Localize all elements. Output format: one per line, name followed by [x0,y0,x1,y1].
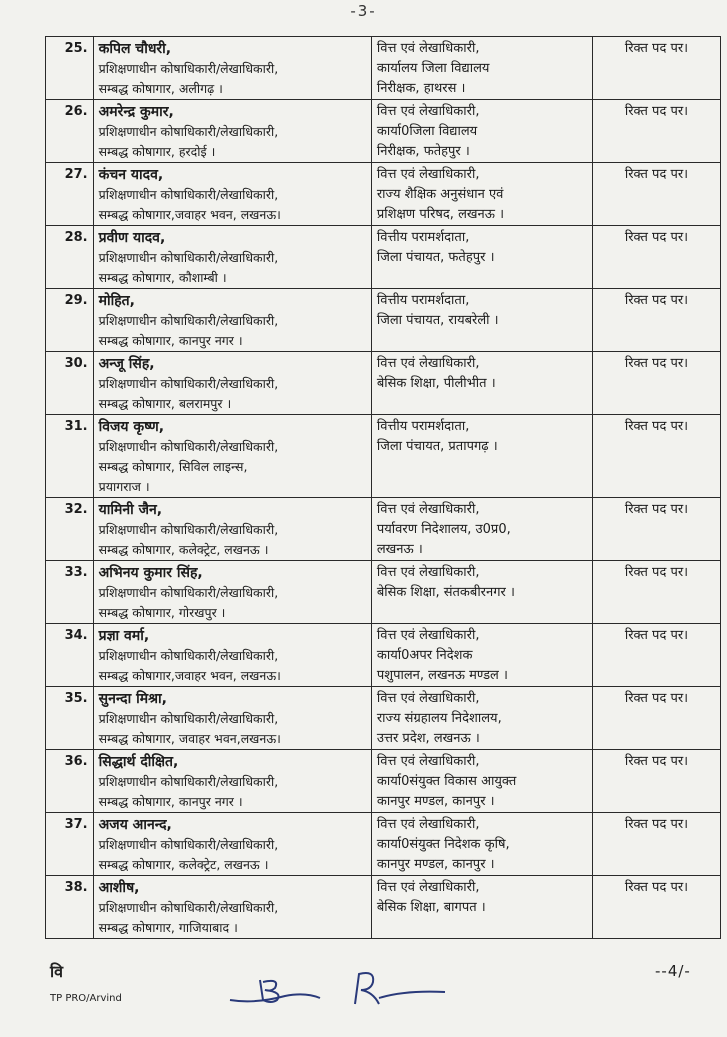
posting-line: वित्तीय परामर्शदाता, [376,230,470,245]
remark-text: रिक्त पद पर। [624,104,689,119]
officer-detail-line: प्रशिक्षणाधीन कोषाधिकारी/लेखाधिकारी, [98,900,279,915]
next-page-marker: --4/- [655,962,691,980]
remark-text: रिक्त पद पर। [624,356,689,371]
officer-detail-line: सम्बद्ध कोषागार, अलीगढ़ । [98,81,223,96]
officer-cell [93,498,371,561]
officer-detail-line: प्रशिक्षणाधीन कोषाधिकारी/लेखाधिकारी, [98,376,279,391]
officer-name: अजय आनन्द, [98,817,172,833]
officer-name: सिद्धार्थ दीक्षित, [98,754,179,770]
serial-number: 33. [46,561,94,624]
table-row [46,226,721,289]
officer-cell [93,415,371,498]
table-row [46,415,721,498]
serial-number: 35. [46,687,94,750]
officer-cell [93,561,371,624]
officer-cell [93,876,371,939]
posting-line: वित्त एवं लेखाधिकारी, [376,628,480,643]
posting-line: पर्यावरण निदेशालय, उ0प्र0, [376,522,511,537]
signature-r-mark [345,968,455,1010]
new-posting-cell [371,37,592,100]
table-row [46,876,721,939]
remark-cell [592,289,720,352]
remark-cell [592,813,720,876]
new-posting-cell [371,876,592,939]
serial-number: 25. [46,37,94,100]
new-posting-cell [371,100,592,163]
serial-number: 31. [46,415,94,498]
table-row [46,163,721,226]
serial-number: 32. [46,498,94,561]
officer-detail-line: सम्बद्ध कोषागार, जवाहर भवन,लखनऊ। [98,731,281,746]
officer-name: अमरेन्द्र कुमार, [98,104,174,120]
officer-name: सुनन्दा मिश्रा, [98,691,167,707]
officer-cell [93,289,371,352]
posting-line: जिला पंचायत, प्रतापगढ़ । [376,439,498,454]
officer-name: प्रवीण यादव, [98,230,166,246]
table-row [46,289,721,352]
posting-line: राज्य शैक्षिक अनुसंधान एवं [376,187,504,202]
posting-line: वित्त एवं लेखाधिकारी, [376,502,480,517]
officer-detail-line: सम्बद्ध कोषागार, कौशाम्बी । [98,270,227,285]
serial-number: 27. [46,163,94,226]
posting-line: वित्त एवं लेखाधिकारी, [376,167,480,182]
posting-line: वित्त एवं लेखाधिकारी, [376,880,480,895]
officer-name: कपिल चौधरी, [98,41,172,57]
officer-detail-line: सम्बद्ध कोषागार, कलेक्ट्रेट, लखनऊ । [98,857,269,872]
table-row [46,100,721,163]
officer-detail-line: सम्बद्ध कोषागार,जवाहर भवन, लखनऊ। [98,207,281,222]
officer-name: आशीष, [98,880,140,896]
table-row [46,561,721,624]
remark-cell [592,561,720,624]
remark-text: रिक्त पद पर। [624,419,689,434]
posting-line: वित्त एवं लेखाधिकारी, [376,754,480,769]
officer-name: प्रज्ञा वर्मा, [98,628,150,644]
officer-detail-line: प्रशिक्षणाधीन कोषाधिकारी/लेखाधिकारी, [98,711,279,726]
new-posting-cell [371,226,592,289]
officer-detail-line: प्रशिक्षणाधीन कोषाधिकारी/लेखाधिकारी, [98,648,279,663]
officer-detail-line: प्रशिक्षणाधीन कोषाधिकारी/लेखाधिकारी, [98,774,279,789]
new-posting-cell [371,498,592,561]
remark-text: रिक्त पद पर। [624,691,689,706]
new-posting-cell [371,352,592,415]
serial-number: 30. [46,352,94,415]
posting-line: वित्त एवं लेखाधिकारी, [376,817,480,832]
serial-number: 36. [46,750,94,813]
officer-detail-line: प्रशिक्षणाधीन कोषाधिकारी/लेखाधिकारी, [98,124,279,139]
posting-line: कार्या0जिला विद्यालय [376,124,478,139]
officer-name: मोहित, [98,293,135,309]
remark-cell [592,226,720,289]
posting-line: पशुपालन, लखनऊ मण्डल । [376,668,508,683]
remark-cell [592,624,720,687]
officer-detail-line: सम्बद्ध कोषागार, कानपुर नगर । [98,794,243,809]
remark-text: रिक्त पद पर। [624,167,689,182]
posting-line: लखनऊ । [376,542,423,557]
table-row [46,624,721,687]
footer-reference: TP PRO/Arvind [50,993,122,1004]
officer-detail-line: सम्बद्ध कोषागार, सिविल लाइन्स, [98,459,248,474]
posting-line: निरीक्षक, हाथरस । [376,81,466,96]
officer-cell [93,37,371,100]
officer-name: यामिनी जैन, [98,502,163,518]
serial-number: 29. [46,289,94,352]
serial-number: 26. [46,100,94,163]
remark-text: रिक्त पद पर। [624,754,689,769]
officer-detail-line: सम्बद्ध कोषागार, हरदोई । [98,144,216,159]
posting-line: कार्यालय जिला विद्यालय [376,61,490,76]
officer-detail-line: सम्बद्ध कोषागार, गाजियाबाद । [98,920,238,935]
posting-line: कार्या0संयुक्त निदेशक कृषि, [376,837,510,852]
new-posting-cell [371,289,592,352]
officer-name: अभिनय कुमार सिंह, [98,565,203,581]
officer-cell [93,163,371,226]
posting-line: वित्त एवं लेखाधिकारी, [376,565,480,580]
officer-cell [93,813,371,876]
table-row [46,750,721,813]
posting-line: वित्तीय परामर्शदाता, [376,419,470,434]
table-row [46,813,721,876]
table-row [46,687,721,750]
page-number: -3- [350,2,377,20]
officer-detail-line: सम्बद्ध कोषागार, कानपुर नगर । [98,333,243,348]
posting-line: बेसिक शिक्षा, बागपत । [376,900,486,915]
officer-cell [93,226,371,289]
officer-detail-line: प्रशिक्षणाधीन कोषाधिकारी/लेखाधिकारी, [98,61,279,76]
officer-name: कंचन यादव, [98,167,164,183]
posting-line: वित्तीय परामर्शदाता, [376,293,470,308]
posting-line: उत्तर प्रदेश, लखनऊ । [376,731,480,746]
remark-text: रिक्त पद पर। [624,230,689,245]
remark-text: रिक्त पद पर। [624,293,689,308]
remark-cell [592,876,720,939]
officer-detail-line: प्रशिक्षणाधीन कोषाधिकारी/लेखाधिकारी, [98,585,279,600]
posting-line: वित्त एवं लेखाधिकारी, [376,356,480,371]
table-row [46,352,721,415]
posting-line: निरीक्षक, फतेहपुर । [376,144,470,159]
new-posting-cell [371,163,592,226]
posting-line: बेसिक शिक्षा, संतकबीरनगर । [376,585,515,600]
officer-detail-line: प्रशिक्षणाधीन कोषाधिकारी/लेखाधिकारी, [98,439,279,454]
officer-detail-line: प्रशिक्षणाधीन कोषाधिकारी/लेखाधिकारी, [98,250,279,265]
remark-cell [592,687,720,750]
new-posting-cell [371,813,592,876]
remark-cell [592,415,720,498]
officer-detail-line: प्रशिक्षणाधीन कोषाधिकारी/लेखाधिकारी, [98,187,279,202]
remark-text: रिक्त पद पर। [624,565,689,580]
remark-cell [592,498,720,561]
officer-detail-line: सम्बद्ध कोषागार, कलेक्ट्रेट, लखनऊ । [98,542,269,557]
posting-line: कानपुर मण्डल, कानपुर । [376,857,495,872]
officer-cell [93,750,371,813]
remark-text: रिक्त पद पर। [624,41,689,56]
new-posting-cell [371,415,592,498]
new-posting-cell [371,687,592,750]
officer-cell [93,624,371,687]
posting-line: कार्या0संयुक्त विकास आयुक्त [376,774,517,789]
officer-detail-line: सम्बद्ध कोषागार,जवाहर भवन, लखनऊ। [98,668,281,683]
remark-text: रिक्त पद पर। [624,817,689,832]
posting-line: बेसिक शिक्षा, पीलीभीत । [376,376,496,391]
posting-line: कार्या0अपर निदेशक [376,648,473,663]
remark-cell [592,100,720,163]
officer-cell [93,352,371,415]
officer-detail-line: सम्बद्ध कोषागार, गोरखपुर । [98,605,226,620]
serial-number: 38. [46,876,94,939]
officer-detail-line: प्रशिक्षणाधीन कोषाधिकारी/लेखाधिकारी, [98,837,279,852]
officer-cell [93,100,371,163]
posting-line: राज्य संग्रहालय निदेशालय, [376,711,502,726]
remark-cell [592,352,720,415]
remark-cell [592,750,720,813]
posting-line: वित्त एवं लेखाधिकारी, [376,691,480,706]
table-row [46,37,721,100]
posting-line: प्रशिक्षण परिषद, लखनऊ । [376,207,504,222]
footer-initial: वि [50,962,64,981]
new-posting-cell [371,624,592,687]
officer-detail-line: प्रशिक्षणाधीन कोषाधिकारी/लेखाधिकारी, [98,313,279,328]
transfer-table-body [46,37,721,939]
new-posting-cell [371,561,592,624]
posting-line: कानपुर मण्डल, कानपुर । [376,794,495,809]
remark-text: रिक्त पद पर। [624,880,689,895]
new-posting-cell [371,750,592,813]
officer-detail-line: प्रशिक्षणाधीन कोषाधिकारी/लेखाधिकारी, [98,522,279,537]
posting-line: जिला पंचायत, फतेहपुर । [376,250,495,265]
signature-b-mark [225,970,325,1010]
officer-name: विजय कृष्ण, [98,419,165,435]
serial-number: 28. [46,226,94,289]
remark-cell [592,163,720,226]
officer-cell [93,687,371,750]
officer-detail-line: सम्बद्ध कोषागार, बलरामपुर । [98,396,232,411]
transfer-table [45,36,721,939]
remark-text: रिक्त पद पर। [624,502,689,517]
remark-text: रिक्त पद पर। [624,628,689,643]
officer-name: अन्जू सिंह, [98,356,155,372]
officer-detail-line: प्रयागराज । [98,479,150,494]
table-row [46,498,721,561]
posting-line: वित्त एवं लेखाधिकारी, [376,41,480,56]
serial-number: 34. [46,624,94,687]
posting-line: वित्त एवं लेखाधिकारी, [376,104,480,119]
serial-number: 37. [46,813,94,876]
remark-cell [592,37,720,100]
posting-line: जिला पंचायत, रायबरेली । [376,313,499,328]
